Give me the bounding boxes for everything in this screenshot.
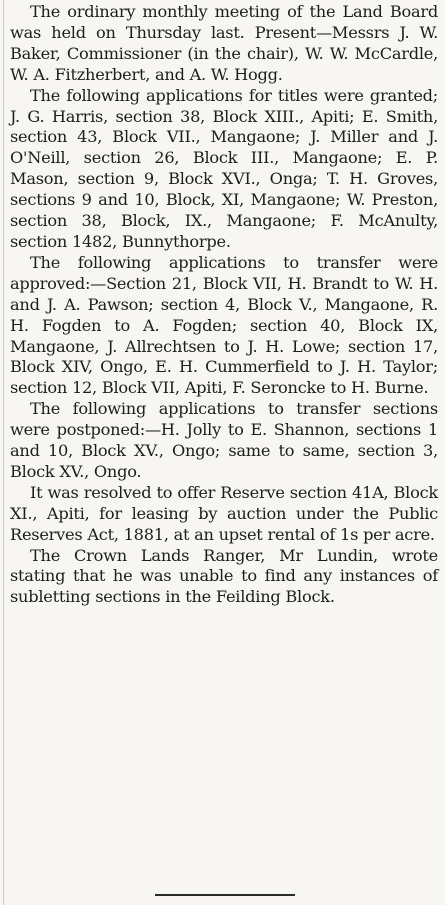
paragraph-reserve-leasing: It was resolved to offer Reserve section 41A, Block XI., Apiti, for leasing by auction under the Public Reserves Act, 1881, at an upset rental of 1s per acre. (10, 482, 438, 544)
paragraph-titles-granted: The following applications for titles were granted; J. G. Harris, section 38, Block XIII., Apiti; E. Smith, section 43, Block VII., Mangaone; J. Miller and J. O'Neill, section 26, Block III., Mangaone; E. P. Mason, section 9, Block XVI., Onga; T. H. Groves, sections 9 and 10, Block, XI, Mangaone; W. Preston, section 38, Block, IX., Mangaone; F. McAnulty, section 1482, Bunnythorpe. (10, 85, 438, 251)
paragraph-ranger-report: The Crown Lands Ranger, Mr Lundin, wrote stating that he was unable to find any instances of subletting sections in the Feilding Block. (10, 545, 438, 607)
column-rule (3, 0, 4, 905)
paragraph-meeting: The ordinary monthly meeting of the Land Board was held on Thursday last. Present—Messrs J. W. Baker, Commissioner (in the chair), W. W. McCardle, W. A. Fitzherbert, and A. W. Hogg. (10, 2, 438, 84)
article-column (10, 2, 438, 608)
paragraph-transfers-postponed: The following applications to transfer sections were postponed:—H. Jolly to E. Shannon, sections 1 and 10, Block XV., Ongo; same to same, section 3, Block XV., Ongo. (10, 399, 438, 481)
end-rule (155, 894, 295, 896)
paragraph-transfers-approved: The following applications to transfer were approved:—Section 21, Block VII, H. Brandt to W. H. and J. A. Pawson; section 4, Block V., Mangaone, R. H. Fogden to A. Fogden; section 40, Block IX, Mangaone, J. Allrechtsen to J. H. Lowe; section 17, Block XIV, Ongo, E. H. Cummerfield to J. H. Taylor; section 12, Block VII, Apiti, F. Seroncke to H. Burne. (10, 252, 438, 398)
